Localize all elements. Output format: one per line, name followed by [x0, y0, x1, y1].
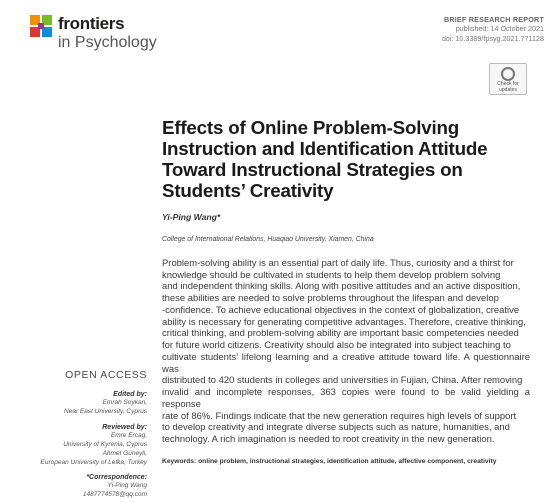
- abstract-line: and independent thinking skills. Along with positive attitudes and an active disposition,: [162, 281, 521, 293]
- abstract-line: ability is necessary for generating competitive advantages. Therefore, creative thinking,: [162, 316, 526, 328]
- reviewer-affiliation: University of Kyrenia, Cyprus: [63, 441, 147, 448]
- abstract-line: these abilities are needed to solve problems throughout the lifespan and develop: [162, 293, 499, 305]
- correspondent-name: Yi-Ping Wang: [107, 482, 147, 489]
- report-type: BRIEF RESEARCH REPORT: [443, 15, 544, 24]
- editor-affiliation: Near East University, Cyprus: [64, 408, 147, 415]
- article-title: Effects of Online Problem-Solving Instruction and Identification Attitude Toward Instructional Strategies on Students’ Creativity: [162, 117, 488, 201]
- keywords-label: Keywords:: [162, 458, 197, 465]
- logo-brand-name: frontiers: [58, 14, 125, 33]
- abstract-line: rate of 86%. Findings indicate that the new generation requires high levels of support: [162, 410, 517, 422]
- check-updates-label: Check for updates: [497, 81, 519, 93]
- author-name[interactable]: Yi-Ping Wang*: [162, 212, 221, 222]
- refresh-icon: [501, 67, 515, 81]
- reviewer-name[interactable]: Emre Ercag,: [110, 432, 147, 439]
- abstract-line: invalid and incomplete responses, 363 copies were found to be valid yielding a response: [162, 387, 530, 410]
- keywords-list: online problem, instructional strategies, identification attitude, affective component, creativity: [198, 458, 497, 465]
- edited-by-block: [10, 391, 147, 416]
- abstract-line: for future world citizens. Creativity should also be integrated into subject teaching to: [162, 340, 511, 352]
- correspondence-heading: *Correspondence:: [86, 474, 147, 481]
- keywords: [162, 458, 530, 465]
- check-for-updates-button[interactable]: [489, 63, 527, 95]
- doi-link[interactable]: doi: 10.3389/fpsyg.2021.771128: [441, 34, 544, 43]
- open-access-label: OPEN ACCESS: [65, 369, 147, 381]
- abstract-line: to develop creativity and integrate diverse subjects such as nature, humanities, and: [162, 422, 510, 434]
- article-header: [442, 15, 544, 44]
- reviewer-affiliation: European University of Lefka, Turkey: [40, 459, 147, 466]
- abstract-line: cultivate students’ lifelong learning and a creative attitude toward life. A questionnaire was: [162, 351, 530, 375]
- editor-name[interactable]: Emrah Soykan,: [102, 399, 147, 406]
- abstract-line: technology. A rich imagination is needed to root creativity in the new generation.: [162, 434, 495, 446]
- correspondent-email[interactable]: 1487774578@qq.com: [82, 491, 147, 498]
- published-date: published: 14 October 2021: [455, 24, 544, 33]
- frontiers-logo-icon: [30, 15, 52, 37]
- reviewed-by-heading: Reviewed by:: [102, 424, 147, 431]
- logo-journal-name: in Psychology: [58, 34, 157, 51]
- abstract-line: critical thinking, and problem-solving ability are important basic competencies needed: [162, 328, 519, 340]
- abstract: [162, 258, 530, 446]
- reviewer-name[interactable]: Ahmet Güneyli,: [102, 450, 147, 457]
- correspondence-block: [10, 474, 147, 499]
- edited-by-heading: Edited by:: [113, 391, 147, 398]
- abstract-line: Problem-solving ability is an essential part of daily life. Thus, curiosity and a thirst for: [162, 258, 514, 269]
- reviewed-by-block: [10, 424, 147, 467]
- abstract-line: distributed to 420 students in colleges and universities in Fujian, China. After removing: [162, 375, 523, 387]
- journal-logo[interactable]: [30, 14, 170, 56]
- abstract-line: knowledge should be cultivated in students to help them develop problem solving: [162, 269, 501, 281]
- author-affiliation: College of International Relations, Huaqiao University, Xiamen, China: [162, 236, 374, 243]
- abstract-line: -confidence. To achieve educational objectives in the context of globalization, creative: [162, 304, 520, 316]
